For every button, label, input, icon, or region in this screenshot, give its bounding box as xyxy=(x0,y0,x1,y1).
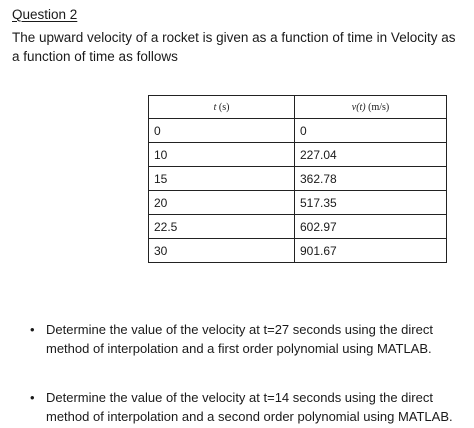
velocity-header-var: v(t) xyxy=(351,101,366,113)
time-cell: 20 xyxy=(149,191,295,215)
bullet-icon: • xyxy=(30,390,35,405)
velocity-cell: 362.78 xyxy=(295,167,447,191)
time-cell: 10 xyxy=(149,143,295,167)
task-item-second-order xyxy=(30,388,460,426)
velocity-cell: 227.04 xyxy=(295,143,447,167)
bullet-icon: • xyxy=(30,322,35,337)
task-text: Determine the value of the velocity at t=27 seconds using the direct method of interpolation and a first order polynomial using MATLAB. xyxy=(46,322,433,356)
time-header-var: t xyxy=(213,101,217,113)
time-cell: 30 xyxy=(149,239,295,263)
table-row xyxy=(149,167,447,191)
table-row xyxy=(149,191,447,215)
velocity-header-unit: (m/s) xyxy=(365,101,390,113)
question-intro: The upward velocity of a rocket is given as a function of time in Velocity as a function of time as follows xyxy=(12,30,456,64)
table-header-row xyxy=(149,96,447,119)
velocity-table xyxy=(148,95,447,263)
question-heading: Question 2 xyxy=(12,7,78,22)
task-item-first-order xyxy=(30,320,460,358)
velocity-cell: 0 xyxy=(295,119,447,143)
table-row xyxy=(149,143,447,167)
velocity-cell: 517.35 xyxy=(295,191,447,215)
velocity-cell: 901.67 xyxy=(295,239,447,263)
task-list xyxy=(30,320,460,426)
task-text: Determine the value of the velocity at t=14 seconds using the direct method of interpolation and a second order polynomial using MATLAB. xyxy=(46,390,453,424)
table-row xyxy=(149,119,447,143)
table-row xyxy=(149,215,447,239)
time-cell: 15 xyxy=(149,167,295,191)
table-row xyxy=(149,239,447,263)
velocity-cell: 602.97 xyxy=(295,215,447,239)
time-header-unit: (s) xyxy=(216,101,230,113)
time-column-header xyxy=(149,96,295,119)
time-cell: 22.5 xyxy=(149,215,295,239)
time-cell: 0 xyxy=(149,119,295,143)
velocity-column-header xyxy=(295,96,447,119)
